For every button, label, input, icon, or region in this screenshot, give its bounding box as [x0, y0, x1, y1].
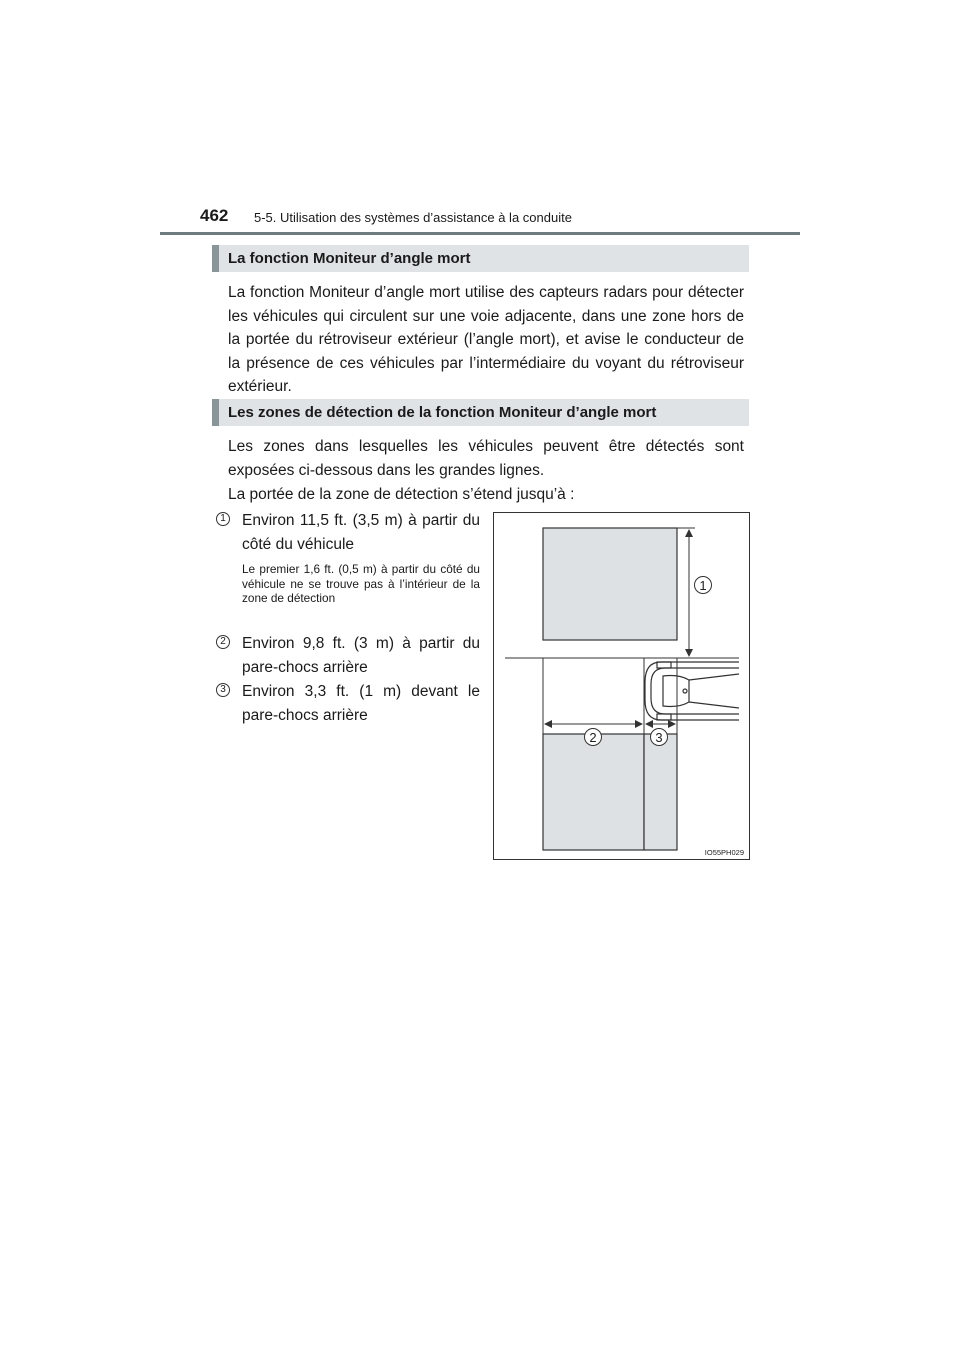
detection-zone-diagram — [493, 512, 750, 860]
forward-detection-zone — [644, 734, 677, 850]
list-item-1-text: Environ 11,5 ft. (3,5 m) à partir du côté du véhicule — [242, 512, 480, 553]
callout-2: 2 — [589, 730, 597, 745]
number-marker-1: 1 — [216, 512, 230, 526]
running-title: 5-5. Utilisation des systèmes d’assistance à la conduite — [254, 210, 572, 225]
section2-paragraph-intro: Les zones dans lesquelles les véhicules peuvent être détectés sont exposées ci-dessous dans les grandes lignes. — [228, 438, 744, 479]
section1-paragraph: La fonction Moniteur d’angle mort utilise des capteurs radars pour détecter les véhicules qui circulent sur une voie adjacente, dans une zone hors de la portée du rétroviseur extérieur (l’angle mort), et avise le conducteur de la présence de ces véhicules par l’intermédiaire du voyant du rétroviseur extérieur. — [228, 284, 744, 396]
page-number: 462 — [200, 206, 229, 225]
section-heading-blind-spot-function: La fonction Moniteur d’angle mort — [212, 245, 749, 272]
side-detection-zone — [543, 528, 677, 640]
section-heading-detection-zones: Les zones de détection de la fonction Moniteur d’angle mort — [212, 399, 749, 426]
section2-paragraph-range: La portée de la zone de détection s’étend jusqu’à : — [228, 486, 575, 503]
number-marker-2: 2 — [216, 635, 230, 649]
list-item-3 — [216, 680, 480, 727]
rear-detection-zone — [543, 734, 644, 850]
list-item-2 — [216, 632, 480, 679]
callout-3: 3 — [655, 730, 663, 745]
callout-1: 1 — [699, 578, 707, 593]
list-item-3-text: Environ 3,3 ft. (1 m) devant le pare-chocs arrière — [242, 683, 480, 724]
header-divider — [160, 232, 800, 235]
list-item-1 — [216, 509, 480, 556]
figure-code: IO55PH029 — [704, 848, 744, 857]
number-marker-3: 3 — [216, 683, 230, 697]
list-item-1-note: Le premier 1,6 ft. (0,5 m) à partir du côté du véhicule ne se trouve pas à l’intérieur de la zone de détection — [242, 562, 480, 605]
list-item-2-text: Environ 9,8 ft. (3 m) à partir du pare-chocs arrière — [242, 635, 480, 676]
